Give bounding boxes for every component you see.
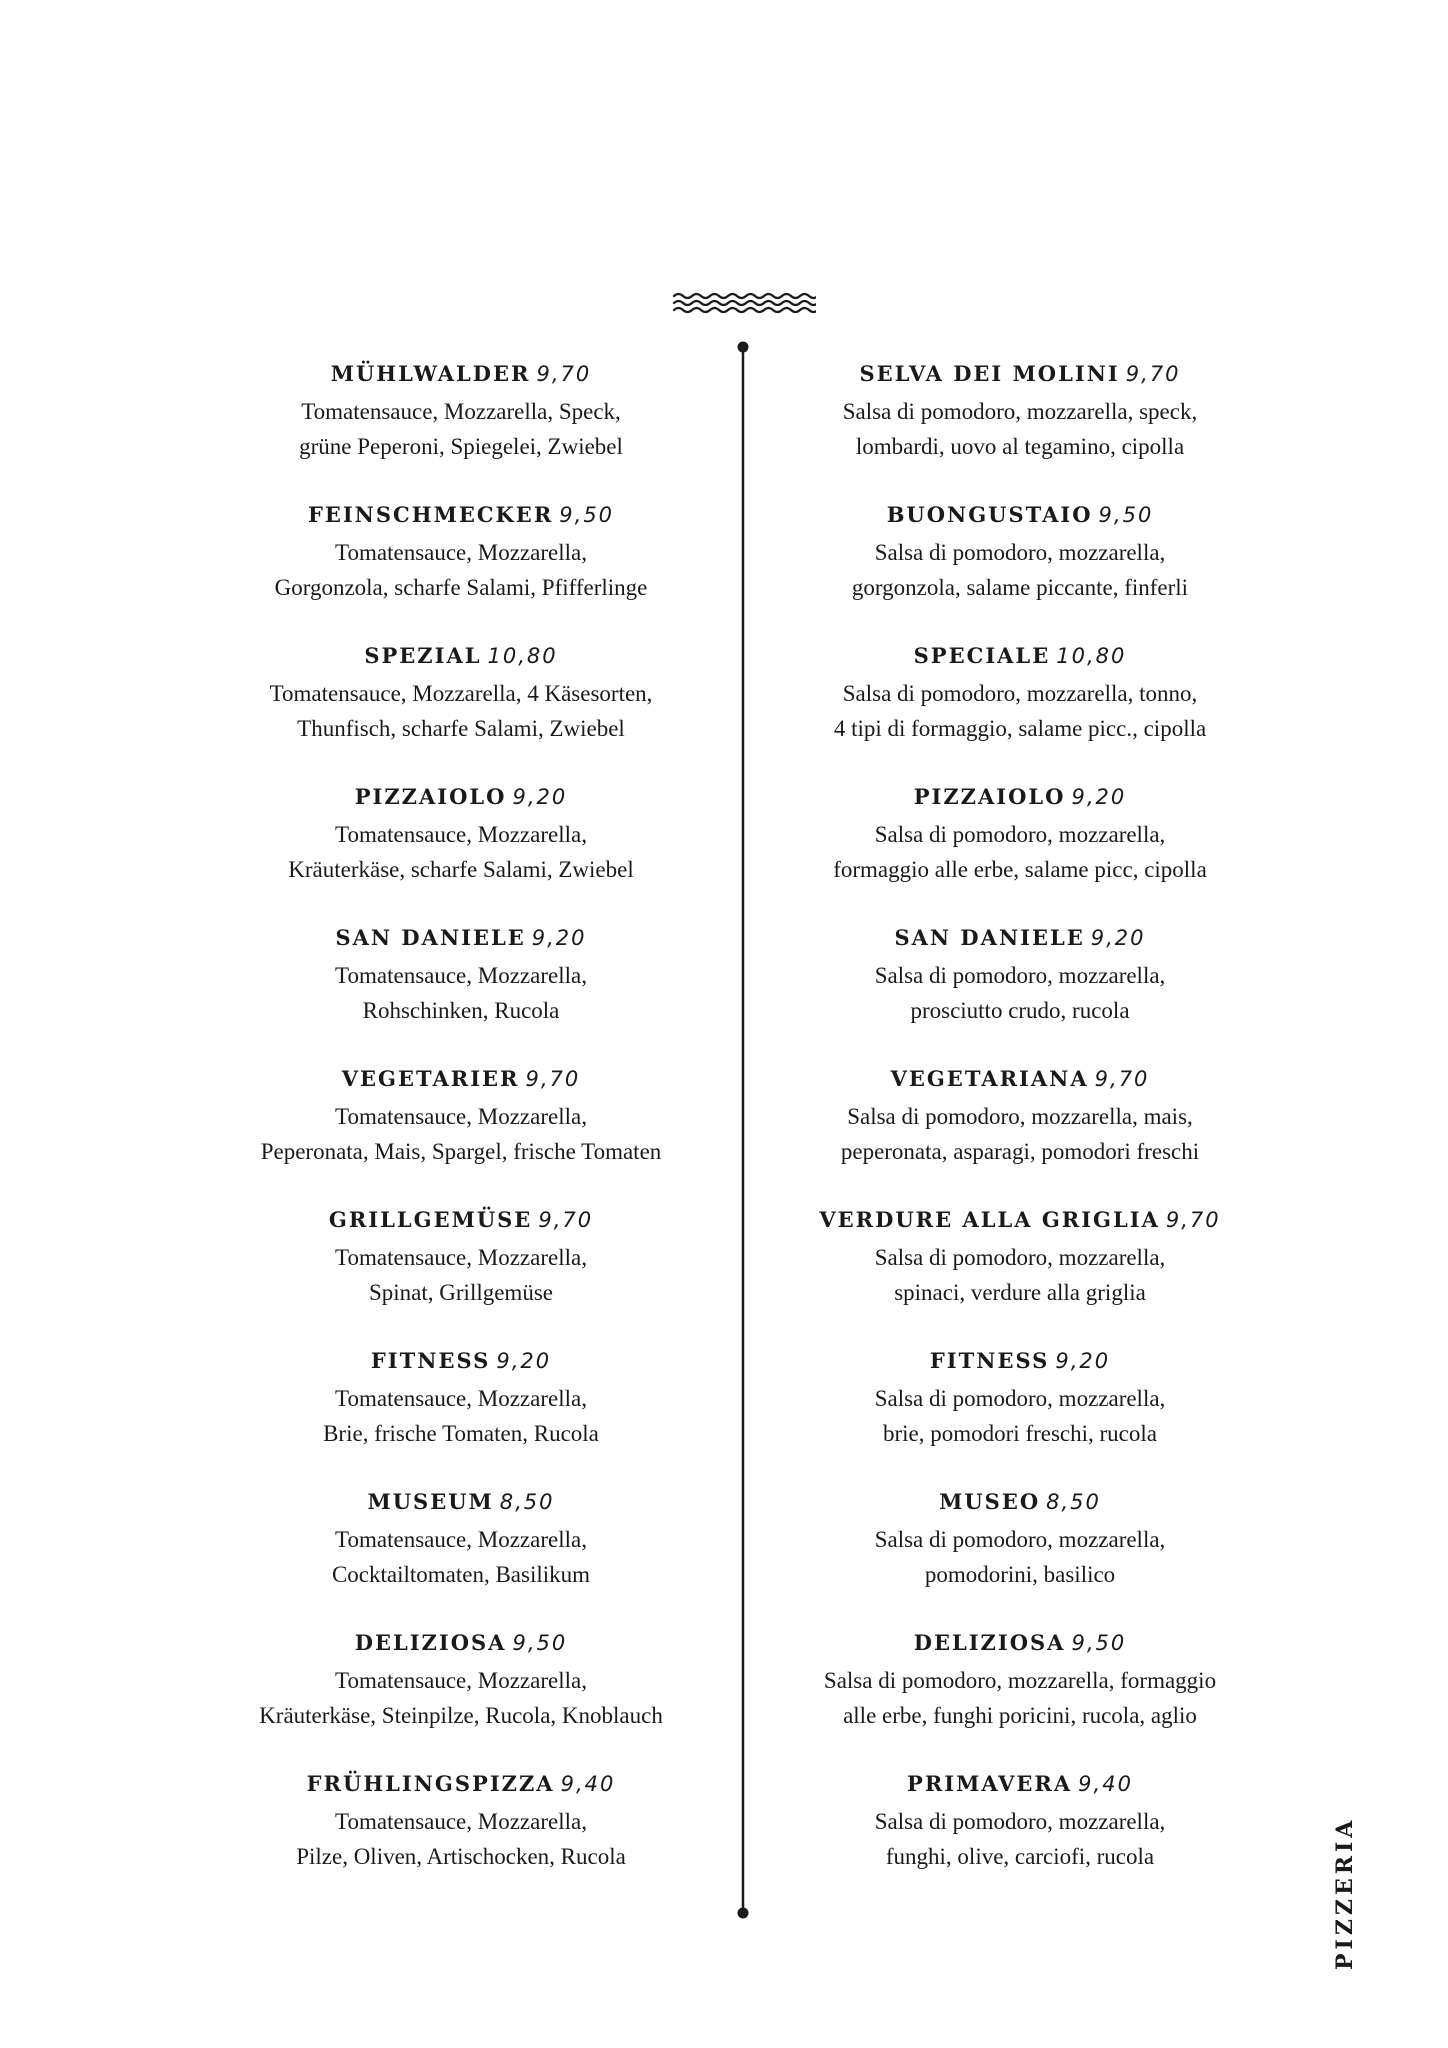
menu-item-heading bbox=[780, 1347, 1260, 1375]
description-line: Tomatensauce, Mozzarella, bbox=[335, 1809, 587, 1834]
description-line: Salsa di pomodoro, mozzarella, bbox=[874, 963, 1166, 988]
menu-item-name: FITNESS bbox=[929, 1348, 1050, 1373]
menu-item-price: 9,20 bbox=[531, 926, 587, 950]
menu-item-price: 9,50 bbox=[1071, 1631, 1127, 1655]
description-line: Pilze, Oliven, Artischocken, Rucola bbox=[296, 1844, 626, 1869]
menu-item-heading bbox=[780, 360, 1260, 388]
menu-column-german bbox=[221, 360, 701, 1911]
menu-item-description bbox=[780, 1522, 1260, 1592]
menu-item-name: DELIZIOSA bbox=[913, 1630, 1066, 1655]
description-line: Rohschinken, Rucola bbox=[362, 998, 560, 1023]
description-line: Spinat, Grillgemüse bbox=[369, 1280, 553, 1305]
menu-item-description bbox=[221, 676, 701, 746]
menu-item-name: MUSEO bbox=[939, 1489, 1041, 1514]
menu-item-price: 9,50 bbox=[1098, 503, 1154, 527]
description-line: Salsa di pomodoro, mozzarella, bbox=[874, 822, 1166, 847]
menu-item bbox=[221, 1206, 701, 1347]
description-line: Tomatensauce, Mozzarella, 4 Käsesorten, bbox=[269, 681, 653, 706]
description-line: peperonata, asparagi, pomodori freschi bbox=[840, 1139, 1200, 1164]
description-line: gorgonzola, salame piccante, finferli bbox=[851, 575, 1189, 600]
description-line: Kräuterkäse, Steinpilze, Rucola, Knoblauch bbox=[259, 1703, 663, 1728]
description-line: formaggio alle erbe, salame picc, cipolla bbox=[833, 857, 1207, 882]
description-line: Tomatensauce, Mozzarella, bbox=[335, 1104, 587, 1129]
menu-item-name: MUSEUM bbox=[367, 1489, 494, 1514]
menu-item-name: PIZZAIOLO bbox=[913, 784, 1066, 809]
menu-item-heading bbox=[780, 1770, 1260, 1798]
menu-item-name: FRÜHLINGSPIZZA bbox=[306, 1771, 555, 1796]
menu-item bbox=[221, 1065, 701, 1206]
menu-item bbox=[780, 924, 1260, 1065]
menu-item bbox=[221, 1770, 701, 1911]
menu-item-price: 9,20 bbox=[1055, 1349, 1111, 1373]
menu-item-price: 9,40 bbox=[560, 1772, 616, 1796]
menu-item-price: 8,50 bbox=[1046, 1490, 1101, 1514]
menu-item-heading bbox=[221, 1770, 701, 1798]
description-line: Tomatensauce, Mozzarella, bbox=[335, 1245, 587, 1270]
description-line: Cocktailtomaten, Basilikum bbox=[331, 1562, 591, 1587]
menu-item bbox=[221, 924, 701, 1065]
description-line: Tomatensauce, Mozzarella, bbox=[335, 822, 587, 847]
menu-item-price: 9,70 bbox=[1094, 1067, 1150, 1091]
menu-item-name: FEINSCHMECKER bbox=[307, 502, 554, 527]
description-line: grüne Peperoni, Spiegelei, Zwiebel bbox=[299, 434, 623, 459]
menu-item-heading bbox=[221, 501, 701, 529]
menu-item bbox=[221, 783, 701, 924]
description-line: brie, pomodori freschi, rucola bbox=[883, 1421, 1157, 1446]
menu-item-description bbox=[221, 958, 701, 1028]
description-line: Salsa di pomodoro, mozzarella, tonno, bbox=[842, 681, 1198, 706]
menu-item bbox=[780, 642, 1260, 783]
description-line: Tomatensauce, Mozzarella, bbox=[335, 1668, 587, 1693]
menu-item bbox=[780, 1488, 1260, 1629]
menu-item-description bbox=[221, 1099, 701, 1169]
description-line: Tomatensauce, Mozzarella, Speck, bbox=[301, 399, 621, 424]
menu-item-description bbox=[780, 676, 1260, 746]
menu-item-heading bbox=[780, 1488, 1260, 1516]
menu-item-heading bbox=[221, 360, 701, 388]
menu-item-name: PRIMAVERA bbox=[907, 1771, 1073, 1796]
description-line: Peperonata, Mais, Spargel, frische Tomaten bbox=[260, 1139, 662, 1164]
menu-item-name: VEGETARIANA bbox=[890, 1066, 1089, 1091]
menu-item bbox=[780, 1629, 1260, 1770]
menu-item-description bbox=[221, 1522, 701, 1592]
menu-item-price: 9,20 bbox=[1071, 785, 1127, 809]
menu-item-name: SAN DANIELE bbox=[335, 925, 526, 950]
menu-item-name: GRILLGEMÜSE bbox=[328, 1207, 533, 1232]
menu-item bbox=[780, 360, 1260, 501]
menu-item-description bbox=[221, 1804, 701, 1874]
menu-item-heading bbox=[780, 1206, 1260, 1234]
menu-item-price: 9,70 bbox=[1125, 362, 1181, 386]
menu-item bbox=[780, 783, 1260, 924]
menu-item-price: 9,40 bbox=[1078, 1772, 1133, 1796]
menu-item-heading bbox=[221, 783, 701, 811]
description-line: Tomatensauce, Mozzarella, bbox=[335, 1386, 587, 1411]
menu-item-description bbox=[221, 394, 701, 464]
menu-item bbox=[221, 360, 701, 501]
menu-item-description bbox=[221, 817, 701, 887]
menu-item-heading bbox=[780, 1629, 1260, 1657]
menu-item-price: 9,50 bbox=[512, 1631, 568, 1655]
menu-item-heading bbox=[780, 642, 1260, 670]
menu-item-heading bbox=[221, 1065, 701, 1093]
description-line: Thunfisch, scharfe Salami, Zwiebel bbox=[297, 716, 625, 741]
description-line: Salsa di pomodoro, mozzarella, speck, bbox=[842, 399, 1198, 424]
menu-item-name: PIZZAIOLO bbox=[354, 784, 507, 809]
description-line: Tomatensauce, Mozzarella, bbox=[335, 1527, 587, 1552]
menu-item-name: DELIZIOSA bbox=[354, 1630, 507, 1655]
description-line: Tomatensauce, Mozzarella, bbox=[335, 963, 587, 988]
description-line: funghi, olive, carciofi, rucola bbox=[885, 1844, 1155, 1869]
menu-item-description bbox=[221, 1381, 701, 1451]
menu-item-description bbox=[780, 1099, 1260, 1169]
menu-item-price: 8,50 bbox=[499, 1490, 555, 1514]
menu-item-heading bbox=[221, 642, 701, 670]
menu-item-price: 9,20 bbox=[512, 785, 568, 809]
menu-item-description bbox=[780, 394, 1260, 464]
menu-item-description bbox=[780, 958, 1260, 1028]
menu-item-price: 9,70 bbox=[1165, 1208, 1221, 1232]
menu-item-description bbox=[780, 535, 1260, 605]
menu-item-description bbox=[221, 1240, 701, 1310]
menu-item-price: 9,20 bbox=[496, 1349, 552, 1373]
menu-item bbox=[780, 1065, 1260, 1206]
menu-item-description bbox=[780, 1663, 1260, 1733]
wave-ornament-icon bbox=[672, 290, 816, 318]
menu-item-heading bbox=[221, 924, 701, 952]
description-line: Salsa di pomodoro, mozzarella, bbox=[874, 1386, 1166, 1411]
menu-item-name: SPEZIAL bbox=[364, 643, 482, 668]
menu-item-heading bbox=[221, 1206, 701, 1234]
description-line: pomodorini, basilico bbox=[924, 1562, 1116, 1587]
description-line: Gorgonzola, scharfe Salami, Pfifferlinge bbox=[274, 575, 648, 600]
section-label: PIZZERIA bbox=[1332, 1816, 1358, 1970]
description-line: Tomatensauce, Mozzarella, bbox=[335, 540, 587, 565]
menu-item bbox=[780, 1770, 1260, 1911]
menu-item bbox=[780, 1347, 1260, 1488]
menu-item-price: 10,80 bbox=[1056, 644, 1127, 668]
menu-item-heading bbox=[221, 1629, 701, 1657]
menu-item bbox=[221, 1347, 701, 1488]
menu-item-heading bbox=[780, 924, 1260, 952]
menu-column-italian bbox=[780, 360, 1260, 1911]
description-line: Kräuterkäse, scharfe Salami, Zwiebel bbox=[288, 857, 634, 882]
menu-item bbox=[221, 501, 701, 642]
description-line: Salsa di pomodoro, mozzarella, formaggio bbox=[823, 1668, 1217, 1693]
description-line: Salsa di pomodoro, mozzarella, bbox=[874, 1527, 1166, 1552]
description-line: lombardi, uovo al tegamino, cipolla bbox=[855, 434, 1185, 459]
menu-item-name: SPECIALE bbox=[913, 643, 1051, 668]
menu-item-heading bbox=[780, 783, 1260, 811]
description-line: 4 tipi di formaggio, salame picc., cipolla bbox=[833, 716, 1207, 741]
menu-item-description bbox=[221, 1663, 701, 1733]
menu-item-heading bbox=[780, 501, 1260, 529]
description-line: prosciutto crudo, rucola bbox=[910, 998, 1130, 1023]
menu-item-description bbox=[780, 817, 1260, 887]
menu-item-price: 9,20 bbox=[1090, 926, 1146, 950]
menu-item-name: MÜHLWALDER bbox=[330, 361, 531, 386]
description-line: Brie, frische Tomaten, Rucola bbox=[323, 1421, 599, 1446]
description-line: Salsa di pomodoro, mozzarella, bbox=[874, 540, 1166, 565]
menu-item bbox=[221, 642, 701, 783]
description-line: Salsa di pomodoro, mozzarella, bbox=[874, 1809, 1166, 1834]
menu-item bbox=[221, 1488, 701, 1629]
menu-item-price: 9,70 bbox=[536, 362, 592, 386]
menu-item-name: VERDURE ALLA GRIGLIA bbox=[819, 1207, 1160, 1232]
column-divider bbox=[731, 340, 755, 1920]
menu-item-price: 9,50 bbox=[559, 503, 615, 527]
menu-item-description bbox=[221, 535, 701, 605]
menu-item-price: 9,70 bbox=[525, 1067, 581, 1091]
description-line: alle erbe, funghi poricini, rucola, aglio bbox=[843, 1703, 1197, 1728]
menu-item-description bbox=[780, 1240, 1260, 1310]
menu-item-description bbox=[780, 1381, 1260, 1451]
menu-item-price: 9,70 bbox=[538, 1208, 594, 1232]
menu-item-heading bbox=[221, 1488, 701, 1516]
description-line: Salsa di pomodoro, mozzarella, bbox=[874, 1245, 1166, 1270]
menu-item bbox=[221, 1629, 701, 1770]
menu-item-name: FITNESS bbox=[370, 1348, 491, 1373]
menu-item-name: VEGETARIER bbox=[341, 1066, 520, 1091]
menu-item-heading bbox=[780, 1065, 1260, 1093]
menu-item bbox=[780, 501, 1260, 642]
menu-item-description bbox=[780, 1804, 1260, 1874]
description-line: Salsa di pomodoro, mozzarella, mais, bbox=[847, 1104, 1193, 1129]
menu-item-name: BUONGUSTAIO bbox=[886, 502, 1093, 527]
description-line: spinaci, verdure alla griglia bbox=[894, 1280, 1146, 1305]
menu-item-heading bbox=[221, 1347, 701, 1375]
menu-item bbox=[780, 1206, 1260, 1347]
menu-item-name: SELVA DEI MOLINI bbox=[859, 361, 1120, 386]
menu-item-price: 10,80 bbox=[487, 644, 558, 668]
menu-item-name: SAN DANIELE bbox=[894, 925, 1085, 950]
